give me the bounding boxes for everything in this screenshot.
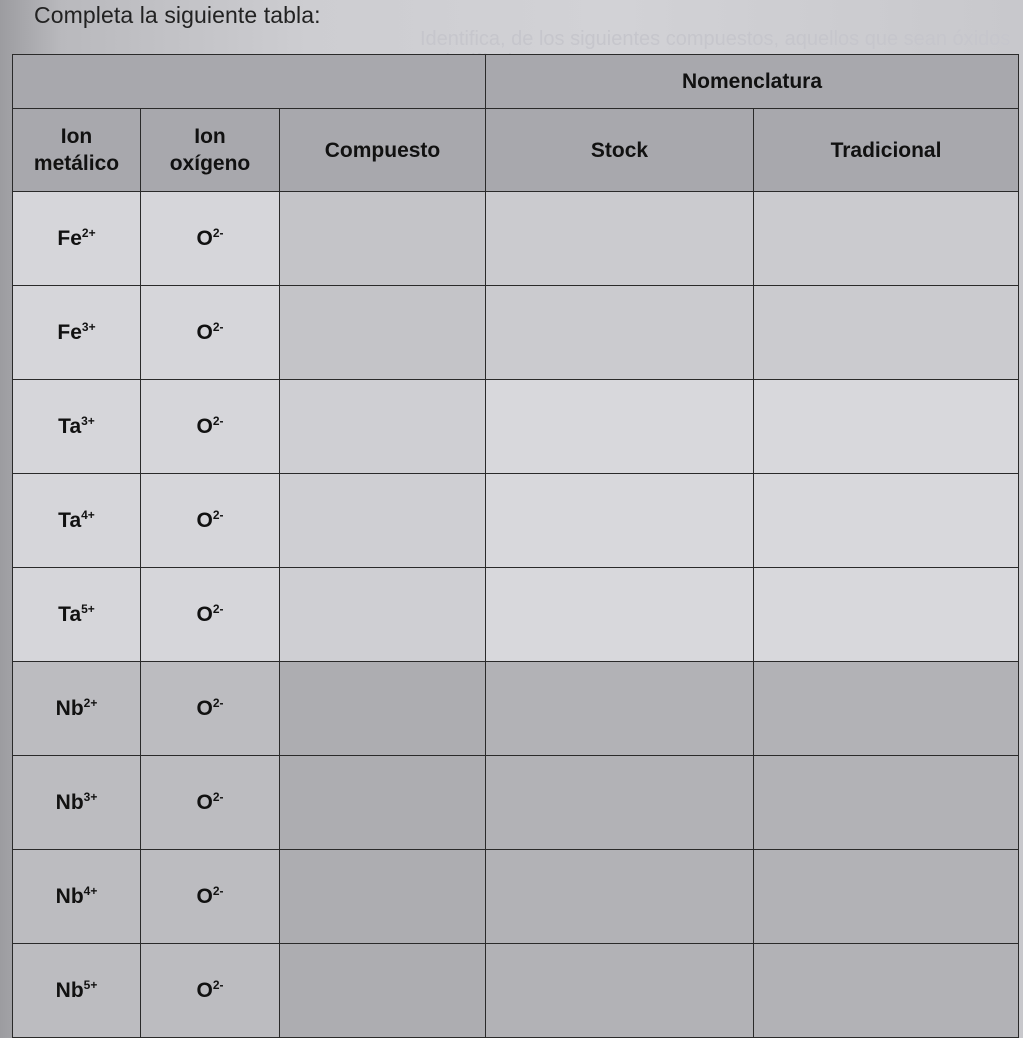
stock-answer-cell[interactable]	[486, 662, 754, 756]
compuesto-answer-cell[interactable]	[280, 474, 486, 568]
tradicional-answer-cell[interactable]	[754, 944, 1019, 1038]
tradicional-answer-cell[interactable]	[754, 568, 1019, 662]
stock-answer-cell[interactable]	[486, 286, 754, 380]
compuesto-answer-cell[interactable]	[280, 662, 486, 756]
table-row	[13, 756, 1019, 850]
tradicional-answer-cell[interactable]	[754, 850, 1019, 944]
tradicional-answer-cell[interactable]	[754, 662, 1019, 756]
background-text: Identifica, de los siguientes compuestos, aquellos que sean óxidos	[420, 28, 1011, 50]
header-stock: Stock	[486, 109, 754, 192]
metal-ion-cell: $Nb^{5+}$	[13, 944, 141, 1038]
compuesto-answer-cell[interactable]	[280, 380, 486, 474]
oxygen-ion-cell: $O^{2-}$	[141, 944, 280, 1038]
metal-ion-cell: $Nb^{2+}$	[13, 662, 141, 756]
compuesto-answer-cell[interactable]	[280, 192, 486, 286]
metal-ion-cell: $Fe^{2+}$	[13, 192, 141, 286]
header-tradicional: Tradicional	[754, 109, 1019, 192]
header-empty-cell	[13, 55, 486, 109]
oxygen-ion-cell: $O^{2-}$	[141, 474, 280, 568]
header-compuesto: Compuesto	[280, 109, 486, 192]
compuesto-answer-cell[interactable]	[280, 568, 486, 662]
table-row	[13, 286, 1019, 380]
oxygen-ion-cell: $O^{2-}$	[141, 568, 280, 662]
tradicional-answer-cell[interactable]	[754, 380, 1019, 474]
metal-ion-cell: $Nb^{4+}$	[13, 850, 141, 944]
header-ion-metalico: Ion metálico	[13, 109, 141, 192]
oxygen-ion-cell: $O^{2-}$	[141, 192, 280, 286]
table-row	[13, 380, 1019, 474]
header-ion-oxigeno: Ion oxígeno	[141, 109, 280, 192]
compuesto-answer-cell[interactable]	[280, 756, 486, 850]
tradicional-answer-cell[interactable]	[754, 474, 1019, 568]
oxygen-ion-cell: $O^{2-}$	[141, 850, 280, 944]
tradicional-answer-cell[interactable]	[754, 192, 1019, 286]
tradicional-answer-cell[interactable]	[754, 286, 1019, 380]
table-row	[13, 944, 1019, 1038]
compuesto-answer-cell[interactable]	[280, 850, 486, 944]
compuesto-answer-cell[interactable]	[280, 286, 486, 380]
stock-answer-cell[interactable]	[486, 380, 754, 474]
oxygen-ion-cell: $O^{2-}$	[141, 286, 280, 380]
stock-answer-cell[interactable]	[486, 850, 754, 944]
table-row	[13, 568, 1019, 662]
oxygen-ion-cell: $O^{2-}$	[141, 380, 280, 474]
metal-ion-cell: $Ta^{3+}$	[13, 380, 141, 474]
table-row	[13, 850, 1019, 944]
oxygen-ion-cell: $O^{2-}$	[141, 662, 280, 756]
exercise-table	[12, 54, 1019, 1038]
table-row	[13, 662, 1019, 756]
stock-answer-cell[interactable]	[486, 568, 754, 662]
table-row	[13, 474, 1019, 568]
metal-ion-cell: $Ta^{5+}$	[13, 568, 141, 662]
metal-ion-cell: $Nb^{3+}$	[13, 756, 141, 850]
oxygen-ion-cell: $O^{2-}$	[141, 756, 280, 850]
stock-answer-cell[interactable]	[486, 474, 754, 568]
stock-answer-cell[interactable]	[486, 944, 754, 1038]
metal-ion-cell: $Ta^{4+}$	[13, 474, 141, 568]
metal-ion-cell: $Fe^{3+}$	[13, 286, 141, 380]
table-row	[13, 192, 1019, 286]
header-nomenclatura: Nomenclatura	[486, 55, 1019, 109]
tradicional-answer-cell[interactable]	[754, 756, 1019, 850]
page-title: Completa la siguiente tabla:	[34, 2, 321, 28]
compuesto-answer-cell[interactable]	[280, 944, 486, 1038]
stock-answer-cell[interactable]	[486, 192, 754, 286]
stock-answer-cell[interactable]	[486, 756, 754, 850]
